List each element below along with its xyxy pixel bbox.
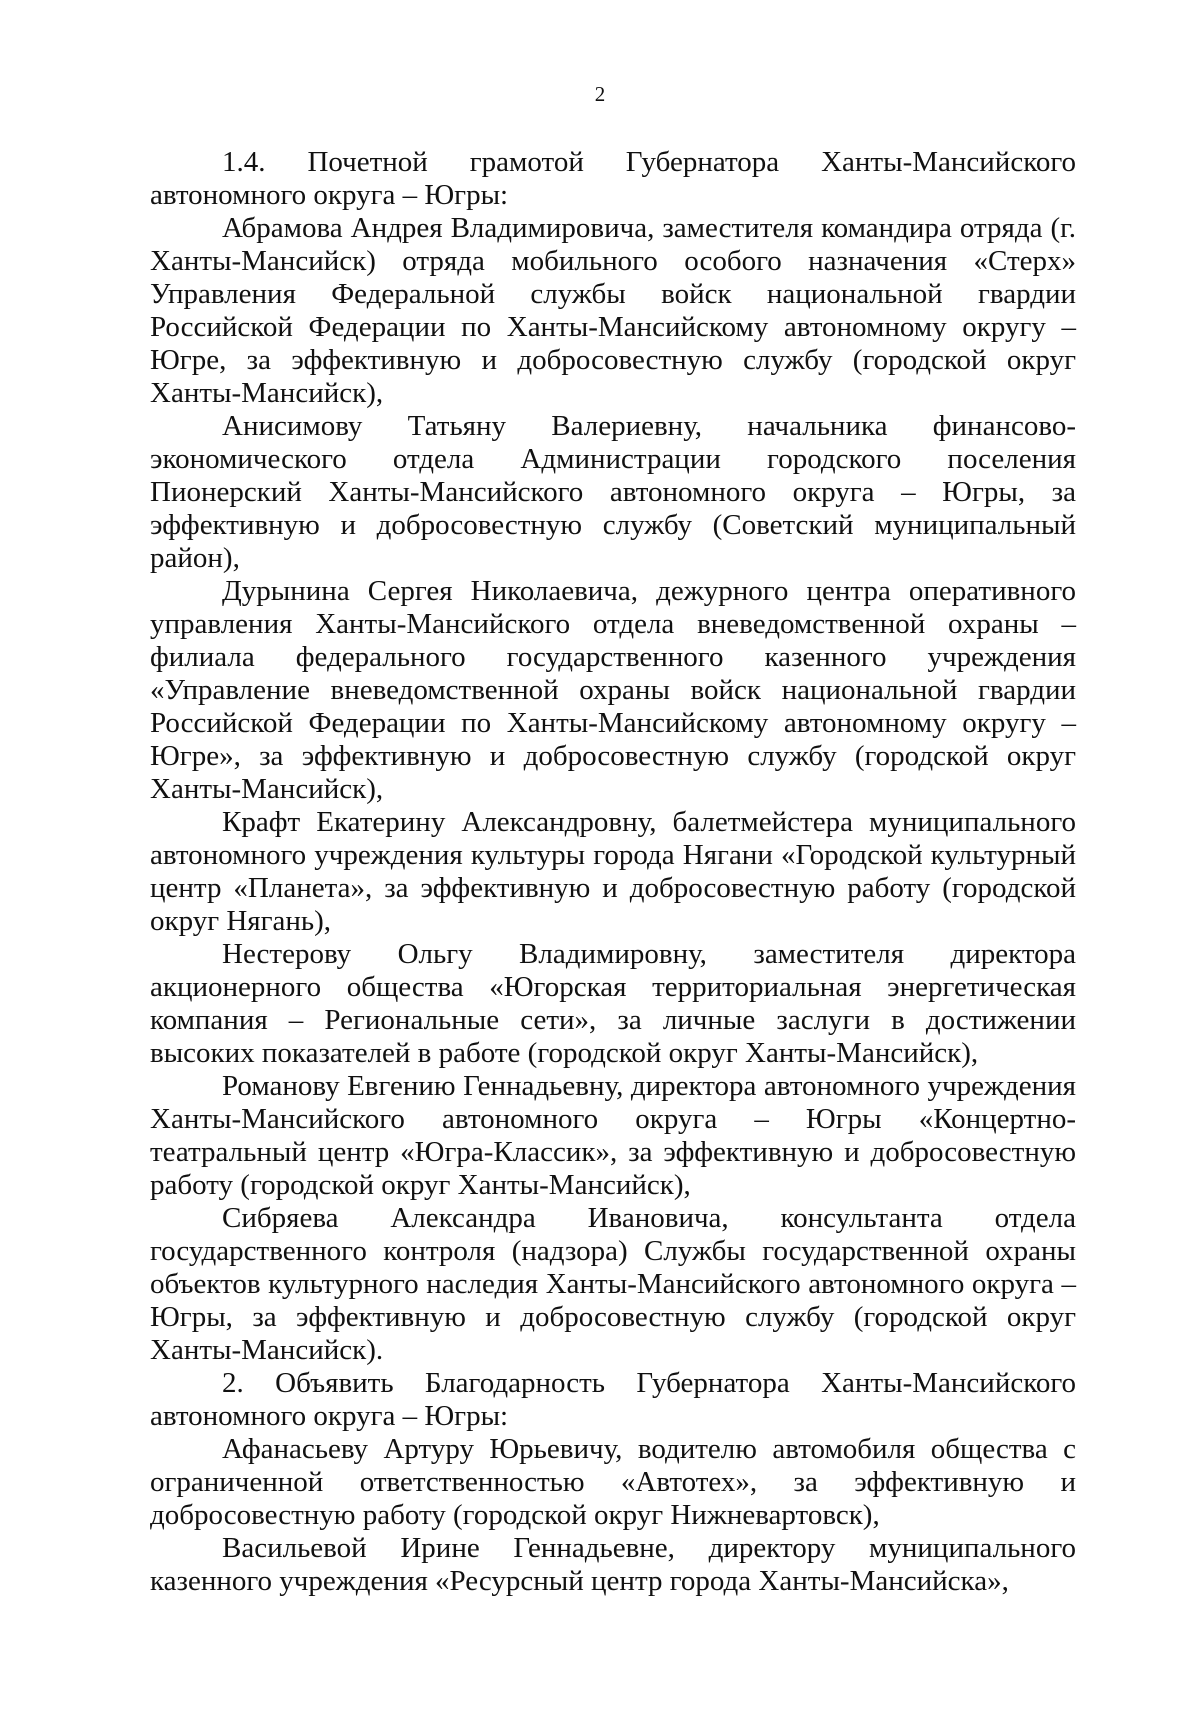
paragraph-section-2: 2. Объявить Благодарность Губернатора Ханты-Мансийского автономного округа – Югры:: [150, 1367, 1076, 1432]
paragraph-kraft: Крафт Екатерину Александровну, балетмейстера муниципального автономного учреждения культуры города Нягани «Городской культурный центр «Планета», за эффективную и добросовестную работу (городской округ Нягань),: [150, 806, 1076, 937]
paragraph-afanasyev: Афанасьеву Артуру Юрьевичу, водителю автомобиля общества с ограниченной ответственностью «Автотех», за эффективную и добросовестную работу (городской округ Нижневартовск),: [150, 1433, 1076, 1531]
paragraph-abramov: Абрамова Андрея Владимировича, заместителя командира отряда (г. Ханты-Мансийск) отряда мобильного особого назначения «Стерх» Управления Федеральной службы войск национальной гвардии Российской Федерации по Ханты-Мансийскому автономному округу – Югре, за эффективную и добросовестную службу (городской округ Ханты-Мансийск),: [150, 212, 1076, 409]
paragraph-durynin: Дурынина Сергея Николаевича, дежурного центра оперативного управления Ханты-Мансийского отдела вневедомственной охраны – филиала федерального государственного казенного учреждения «Управление вневедомственной охраны войск национальной гвардии Российской Федерации по Ханты-Мансийскому автономному округу – Югре», за эффективную и добросовестную службу (городской округ Ханты-Мансийск),: [150, 575, 1076, 805]
paragraph-anisimova: Анисимову Татьяну Валериевну, начальника финансово-экономического отдела Администрации городского поселения Пионерский Ханты-Мансийского автономного округа – Югры, за эффективную и добросовестную службу (Советский муниципальный район),: [150, 410, 1076, 574]
page-number: 2: [594, 82, 606, 106]
paragraph-sibryaev: Сибряева Александра Ивановича, консультанта отдела государственного контроля (надзора) Службы государственной охраны объектов культурного наследия Ханты-Мансийского автономного округа – Югры, за эффективную и добросовестную службу (городской округ Ханты-Мансийск).: [150, 1202, 1076, 1366]
document-body: [150, 146, 1076, 1598]
paragraph-vasilyeva: Васильевой Ирине Геннадьевне, директору муниципального казенного учреждения «Ресурсный центр города Ханты-Мансийска»,: [150, 1532, 1076, 1597]
paragraph-section-1-4: 1.4. Почетной грамотой Губернатора Ханты-Мансийского автономного округа – Югры:: [150, 146, 1076, 211]
paragraph-romanova: Романову Евгению Геннадьевну, директора автономного учреждения Ханты-Мансийского автономного округа – Югры «Концертно-театральный центр «Югра-Классик», за эффективную и добросовестную работу (городской округ Ханты-Мансийск),: [150, 1070, 1076, 1201]
paragraph-nesterova: Нестерову Ольгу Владимировну, заместителя директора акционерного общества «Югорская территориальная энергетическая компания – Региональные сети», за личные заслуги в достижении высоких показателей в работе (городской округ Ханты-Мансийск),: [150, 938, 1076, 1069]
